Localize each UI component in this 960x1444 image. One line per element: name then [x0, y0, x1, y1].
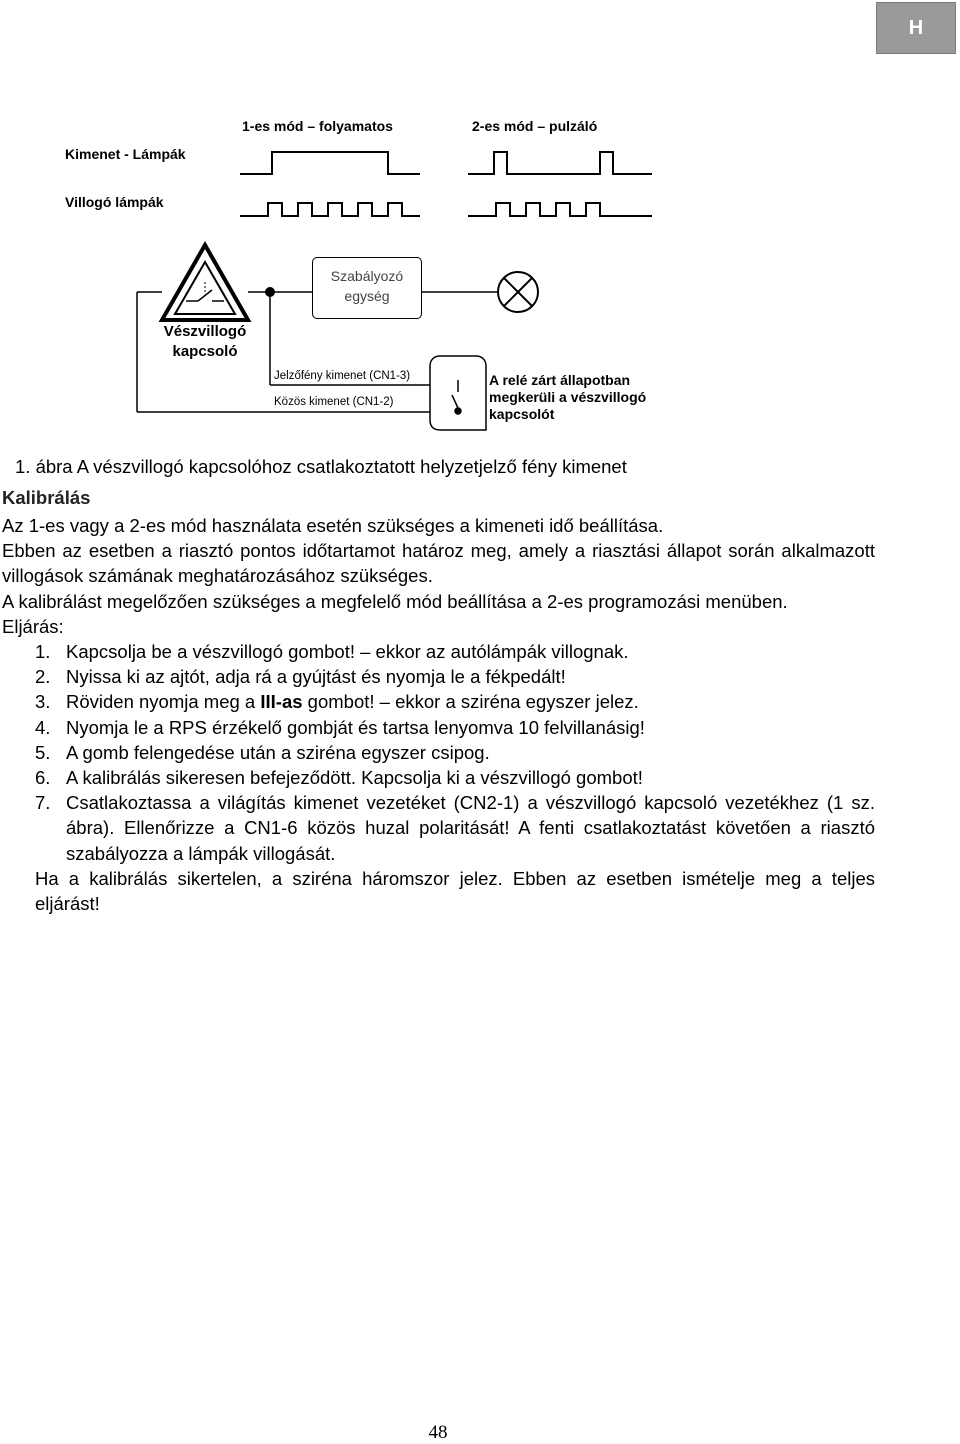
hazard-triangle-icon: [162, 245, 248, 320]
step-item: [2, 715, 875, 740]
paragraph: A kalibrálást megelőzően szükséges a megfelelő mód beállítása a 2-es programozási menüben.: [2, 590, 788, 612]
step-text-end: gombot! – ekkor a sziréna egyszer jelez.: [302, 691, 639, 713]
waveform-mode2-flashing: [468, 203, 652, 216]
step-text: Nyomja le a RPS érzékelő gombját és tartsa lenyomva 10 felvillanásig!: [66, 716, 645, 738]
waveform-mode1-flashing: [240, 203, 420, 216]
closing-paragraph: Ha a kalibrálás sikertelen, a sziréna háromszor jelez. Ebben az esetben ismételje meg a teljes eljárást!: [35, 867, 875, 915]
figure-caption: 1. ábra A vészvillogó kapcsolóhoz csatlakoztatott helyzetjelző fény kimenet: [15, 456, 627, 477]
step-number: 7.: [35, 792, 51, 814]
relay-note-line1: A relé zárt állapotban: [489, 372, 631, 388]
step-item: [2, 689, 875, 714]
hazard-switch-line2: kapcsoló: [172, 343, 238, 360]
step-item: [2, 740, 875, 765]
paragraph: Ebben az esetben a riasztó pontos időtartamot határoz meg, amely a riasztási állapot során alkalmazott villogások számának meghatározásához szükséges.: [2, 540, 875, 587]
mode1-label: 1-es mód – folyamatos: [242, 118, 393, 134]
control-unit-line2: egység: [344, 288, 390, 304]
procedure-heading: Eljárás:: [2, 615, 64, 637]
output-lamps-label: Kimenet - Lámpák: [65, 146, 186, 162]
flashing-lamps-label: Villogó lámpák: [65, 194, 164, 210]
step-item: [2, 790, 875, 866]
relay-note: [489, 372, 646, 423]
mode2-label: 2-es mód – pulzáló: [472, 118, 598, 134]
wiring-junction: [265, 287, 275, 297]
step-number: 4.: [35, 716, 51, 738]
step-bold: III-as: [260, 691, 303, 713]
step-number: 6.: [35, 767, 51, 789]
control-unit-box: [312, 257, 422, 319]
page-number: 48: [428, 1422, 448, 1443]
hazard-switch-label: [150, 322, 260, 362]
wiring-diagram: [0, 0, 960, 445]
step-text: A gomb felengedése után a sziréna egyszer csipog.: [66, 741, 490, 763]
hazard-switch-line1: Vészvillogó: [163, 323, 247, 340]
step-text: A kalibrálás sikeresen befejeződött. Kapcsolja ki a vészvillogó gombot!: [66, 767, 643, 789]
control-unit-line1: Szabályozó: [330, 268, 404, 284]
relay-note-line2: megkerüli a vészvillogó: [489, 389, 647, 405]
waveform-mode2-output: [468, 152, 652, 174]
step-number: 1.: [35, 641, 51, 663]
section-title: Kalibrálás: [2, 487, 91, 508]
step-text: Nyissa ki az ajtót, adja rá a gyújtást és nyomja le a fékpedált!: [66, 666, 566, 688]
step-text-end: – ekkor az autólámpák villognak.: [360, 641, 629, 663]
procedure-steps: [2, 639, 875, 866]
body-text: [2, 513, 875, 916]
step-text: Kapcsolja be a vészvillogó gombot!: [66, 641, 361, 663]
step-number: 2.: [35, 666, 51, 688]
step-item: [2, 639, 875, 664]
lamp-icon: [498, 272, 538, 312]
step-item: [2, 765, 875, 790]
waveform-mode1-output: [240, 152, 420, 174]
signal-output-label: Jelzőfény kimenet (CN1-3): [274, 370, 411, 382]
step-number: 3.: [35, 691, 51, 713]
relay-contact-icon: [452, 380, 461, 414]
relay-note-line3: kapcsolót: [489, 406, 555, 422]
step-number: 5.: [35, 741, 51, 763]
step-item: [2, 664, 875, 689]
step-text: Csatlakoztassa a világítás kimenet vezetéket (CN2-1) a vészvillogó kapcsoló vezetékhez (1 sz. ábra). Ellenőrizze a CN1-6 közös huzal polaritását! A fenti csatlakoztatást követően a riasztó szabályozza a lámpák villogását.: [66, 792, 875, 864]
common-output-label: Közös kimenet (CN1-2): [274, 396, 394, 408]
step-text: Röviden nyomja meg a: [66, 691, 261, 713]
language-tab: H: [876, 2, 956, 54]
paragraph: Az 1-es vagy a 2-es mód használata esetén szükséges a kimeneti idő beállítása.: [2, 515, 664, 536]
